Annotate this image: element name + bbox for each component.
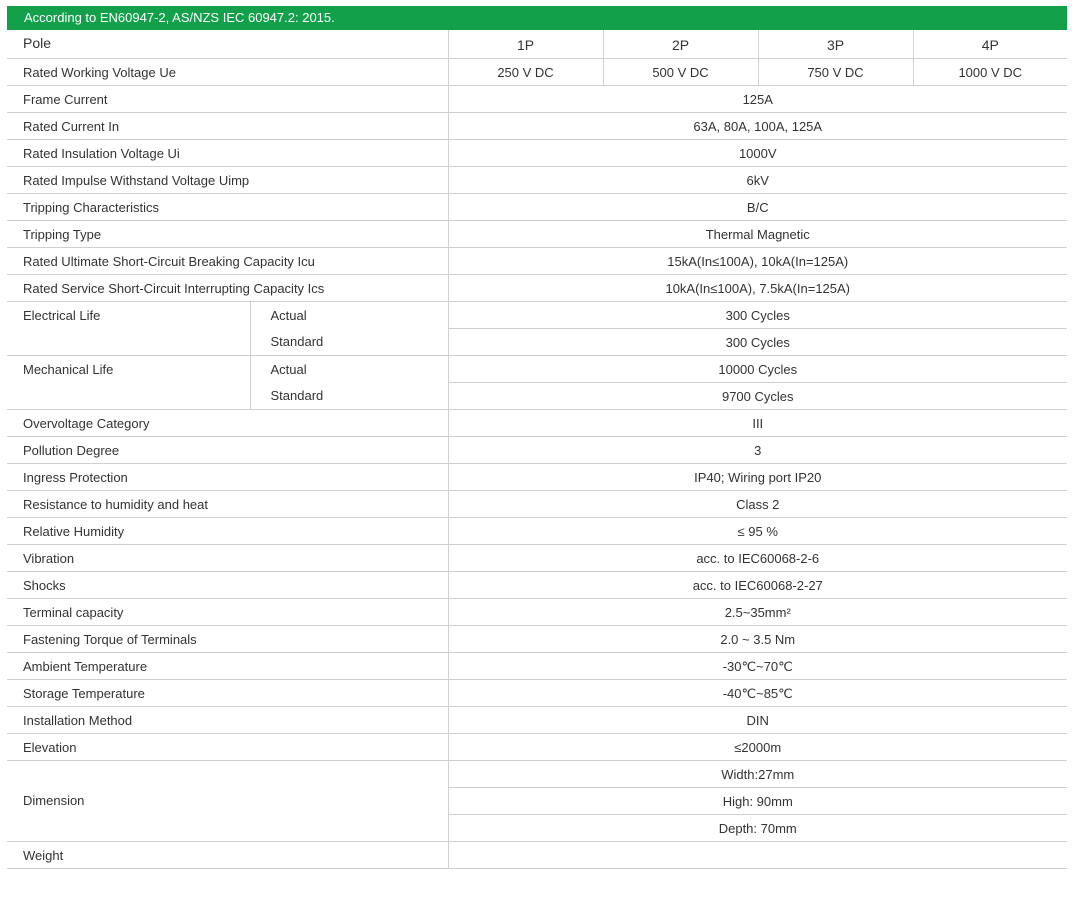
spec-label: Fastening Torque of Terminals [7,625,448,652]
spec-value: 3 [448,436,1067,463]
electrical-life-actual-row [7,301,1067,328]
weight-row [7,841,1067,868]
spec-label: Storage Temperature [7,679,448,706]
electrical-life-standard-value: 300 Cycles [448,328,1067,355]
spec-row [7,571,1067,598]
mechanical-life-standard-label: Standard [250,382,448,409]
spec-value: 2.0 ~ 3.5 Nm [448,625,1067,652]
spec-row [7,544,1067,571]
spec-value: 2.5~35mm² [448,598,1067,625]
voltage-label: Rated Working Voltage Ue [7,58,448,85]
spec-value: acc. to IEC60068-2-27 [448,571,1067,598]
spec-row [7,85,1067,112]
mechanical-life-standard-value: 9700 Cycles [448,382,1067,409]
spec-value: 10kA(In≤100A), 7.5kA(In=125A) [448,274,1067,301]
spec-value: 1000V [448,139,1067,166]
pole-label: Pole [7,30,448,58]
electrical-life-standard-label: Standard [250,328,448,355]
electrical-life-actual-label: Actual [250,301,448,328]
spec-row [7,652,1067,679]
voltage-row [7,58,1067,85]
spec-value: Class 2 [448,490,1067,517]
standard-banner: According to EN60947-2, AS/NZS IEC 60947.2: 2015. [7,6,1067,30]
spec-label: Shocks [7,571,448,598]
spec-row [7,409,1067,436]
spec-label: Overvoltage Category [7,409,448,436]
spec-label: Elevation [7,733,448,760]
spec-label: Tripping Type [7,220,448,247]
spec-row [7,139,1067,166]
spec-row [7,220,1067,247]
spec-value: DIN [448,706,1067,733]
spec-value: 63A, 80A, 100A, 125A [448,112,1067,139]
spec-value: III [448,409,1067,436]
mechanical-life-label: Mechanical Life [7,355,250,409]
spec-table [7,30,1067,869]
spec-row [7,166,1067,193]
spec-value: -30℃~70℃ [448,652,1067,679]
spec-label: Ambient Temperature [7,652,448,679]
spec-row [7,274,1067,301]
spec-row [7,733,1067,760]
spec-row [7,679,1067,706]
spec-label: Relative Humidity [7,517,448,544]
dimension-width-row [7,760,1067,787]
spec-row [7,490,1067,517]
pole-header-row [7,30,1067,58]
spec-label: Terminal capacity [7,598,448,625]
spec-label: Rated Insulation Voltage Ui [7,139,448,166]
spec-value: Thermal Magnetic [448,220,1067,247]
spec-value: 6kV [448,166,1067,193]
spec-label: Pollution Degree [7,436,448,463]
weight-value [448,841,1067,868]
spec-row [7,112,1067,139]
spec-label: Tripping Characteristics [7,193,448,220]
spec-value: IP40; Wiring port IP20 [448,463,1067,490]
electrical-life-actual-value: 300 Cycles [448,301,1067,328]
spec-row [7,625,1067,652]
voltage-4p: 1000 V DC [913,58,1067,85]
spec-label: Ingress Protection [7,463,448,490]
voltage-2p: 500 V DC [603,58,758,85]
dimension-label: Dimension [7,760,448,841]
voltage-1p: 250 V DC [448,58,603,85]
spec-value: B/C [448,193,1067,220]
electrical-life-label: Electrical Life [7,301,250,355]
mechanical-life-actual-value: 10000 Cycles [448,355,1067,382]
spec-sheet [7,6,1067,869]
spec-row [7,598,1067,625]
spec-row [7,193,1067,220]
spec-label: Rated Ultimate Short-Circuit Breaking Capacity Icu [7,247,448,274]
spec-label: Resistance to humidity and heat [7,490,448,517]
dimension-high: High: 90mm [448,787,1067,814]
spec-value: -40℃~85℃ [448,679,1067,706]
mechanical-life-actual-row [7,355,1067,382]
spec-value: acc. to IEC60068-2-6 [448,544,1067,571]
spec-row [7,517,1067,544]
spec-value: ≤2000m [448,733,1067,760]
spec-label: Frame Current [7,85,448,112]
pole-4p: 4P [913,30,1067,58]
spec-label: Rated Service Short-Circuit Interrupting Capacity Ics [7,274,448,301]
voltage-3p: 750 V DC [758,58,913,85]
spec-label: Installation Method [7,706,448,733]
spec-value: ≤ 95 % [448,517,1067,544]
spec-label: Vibration [7,544,448,571]
spec-row [7,706,1067,733]
spec-row [7,247,1067,274]
dimension-depth: Depth: 70mm [448,814,1067,841]
weight-label: Weight [7,841,448,868]
spec-row [7,436,1067,463]
spec-label: Rated Impulse Withstand Voltage Uimp [7,166,448,193]
spec-row [7,463,1067,490]
pole-3p: 3P [758,30,913,58]
spec-value: 125A [448,85,1067,112]
pole-1p: 1P [448,30,603,58]
spec-label: Rated Current In [7,112,448,139]
spec-value: 15kA(In≤100A), 10kA(In=125A) [448,247,1067,274]
dimension-width: Width:27mm [448,760,1067,787]
pole-2p: 2P [603,30,758,58]
mechanical-life-actual-label: Actual [250,355,448,382]
